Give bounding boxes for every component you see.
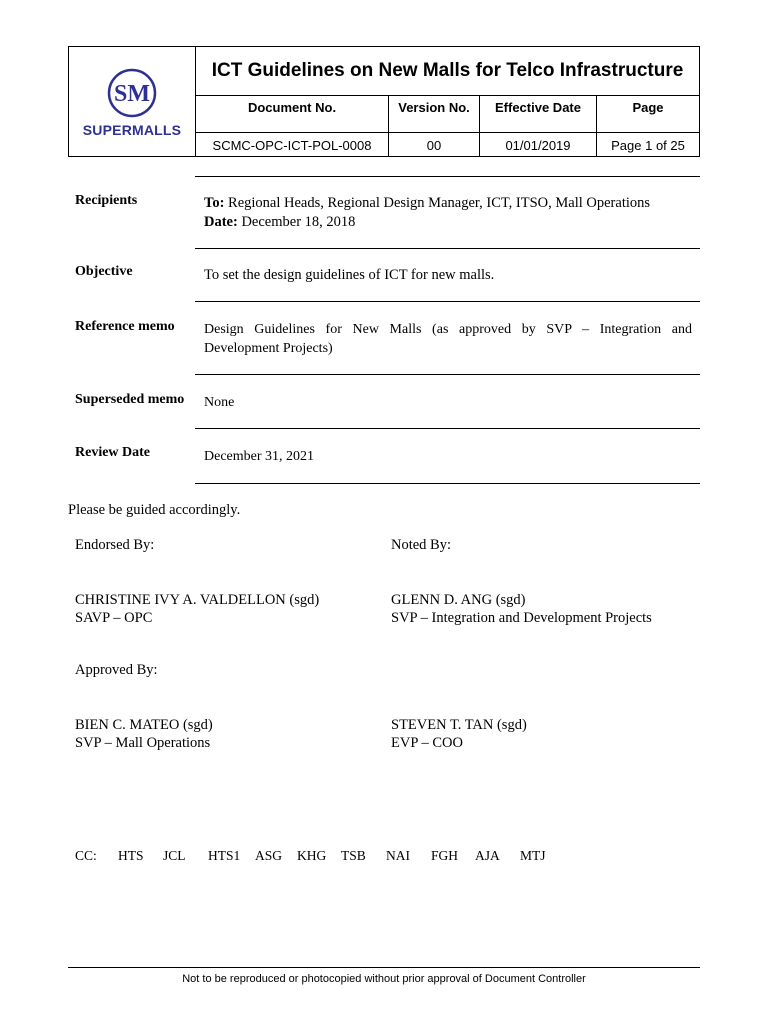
divider [195, 483, 700, 484]
guided-text: Please be guided accordingly. [68, 502, 241, 518]
endorsed-by-label: Endorsed By: [75, 537, 155, 553]
svg-text:SM: SM [114, 81, 150, 107]
footer-divider [68, 967, 700, 968]
cc-code: HTS [118, 848, 144, 863]
meta-version-no [389, 96, 480, 156]
divider [195, 176, 700, 177]
meta-heading: Page [632, 100, 664, 115]
cc-label: CC: [75, 848, 97, 863]
superseded-value: None [204, 395, 235, 410]
meta-value: 00 [426, 138, 442, 153]
signatory-title: SAVP – OPC [75, 610, 153, 626]
logo-text: SUPERMALLS [82, 122, 182, 138]
cc-code: KHG [297, 848, 327, 863]
date-value: December 18, 2018 [237, 214, 356, 230]
meta-heading: Version No. [398, 100, 470, 115]
signatory-name: STEVEN T. TAN (sgd) [391, 717, 527, 733]
date-label: Date: [204, 214, 238, 230]
to-label: To: [204, 195, 225, 211]
superseded-label: Superseded memo [75, 392, 185, 407]
recipients-label: Recipients [75, 193, 138, 208]
signatory-title: SVP – Integration and Development Projects [391, 610, 652, 626]
recipients-value [204, 194, 692, 232]
objective-label: Objective [75, 264, 133, 279]
meta-effective-date [480, 96, 597, 156]
approved-by-label: Approved By: [75, 662, 158, 678]
cc-code: ASG [255, 848, 283, 863]
divider [195, 248, 700, 249]
meta-grid [196, 96, 699, 156]
meta-heading: Effective Date [495, 100, 581, 115]
reference-value: Design Guidelines for New Malls (as approved by SVP – Integration and Development Projects) [204, 322, 692, 356]
signatory-name: CHRISTINE IVY A. VALDELLON (sgd) [75, 592, 320, 608]
divider [195, 374, 700, 375]
signatory-title: SVP – Mall Operations [75, 735, 211, 751]
meta-value: Page 1 of 25 [611, 138, 685, 153]
noted-by-label: Noted By: [391, 537, 452, 553]
cc-code: AJA [475, 848, 500, 863]
meta-heading: Document No. [247, 100, 337, 115]
signatory-name: BIEN C. MATEO (sgd) [75, 717, 213, 733]
meta-page [597, 96, 699, 156]
meta-value: SCMC-OPC-ICT-POL-0008 [212, 138, 372, 153]
document-title: ICT Guidelines on New Malls for Telco Infrastructure [196, 47, 699, 96]
cc-code: HTS1 [208, 848, 241, 863]
cc-code: JCL [163, 848, 186, 863]
reference-label: Reference memo [75, 319, 175, 334]
approver1-signatory [75, 716, 213, 752]
review-date-value: December 31, 2021 [204, 449, 315, 464]
to-value: Regional Heads, Regional Design Manager, ICT, ITSO, Mall Operations [224, 195, 651, 211]
cc-code: NAI [386, 848, 410, 863]
document-header [68, 46, 700, 157]
meta-value: 01/01/2019 [505, 138, 571, 153]
divider [195, 301, 700, 302]
signatory-title: EVP – COO [391, 735, 463, 751]
objective-value: To set the design guidelines of ICT for new malls. [204, 267, 495, 283]
signatory-name: GLENN D. ANG (sgd) [391, 592, 526, 608]
footer-notice: Not to be reproduced or photocopied without prior approval of Document Controller [182, 973, 586, 985]
noter-signatory [391, 591, 652, 627]
review-date-label: Review Date [75, 445, 151, 460]
divider [195, 428, 700, 429]
sm-logo-icon [107, 68, 157, 118]
endorser-signatory [75, 591, 319, 627]
logo-cell [69, 47, 196, 156]
cc-code: TSB [341, 848, 366, 863]
cc-code: MTJ [520, 848, 546, 863]
approver2-signatory [391, 716, 527, 752]
meta-document-no [196, 96, 389, 156]
cc-code: FGH [431, 848, 459, 863]
